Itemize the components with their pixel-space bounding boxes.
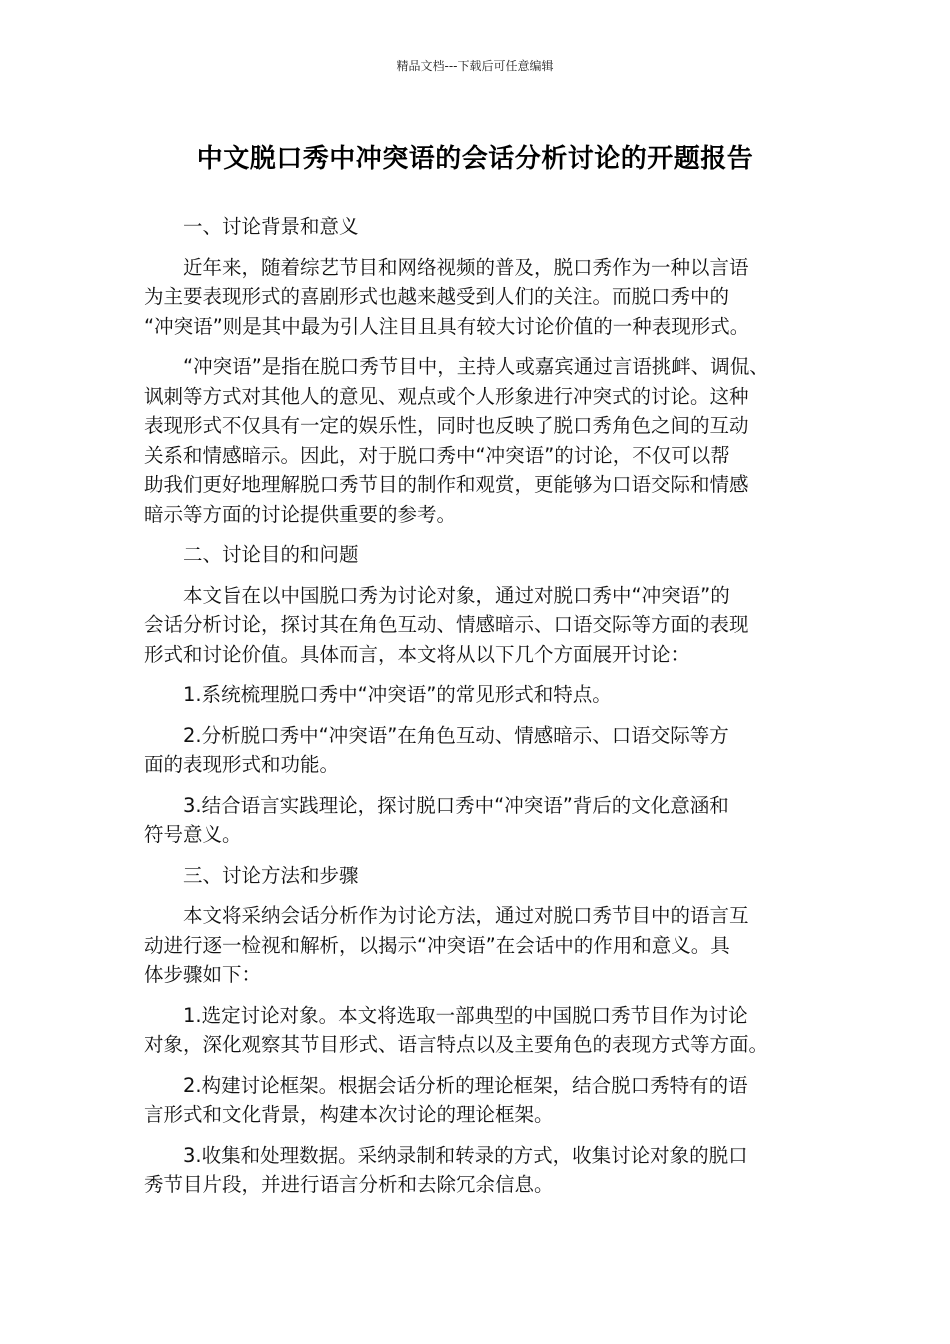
- text-line: 秀节目片段，并进行语言分析和去除冗余信息。: [144, 1173, 554, 1196]
- text-line: 符号意义。: [144, 823, 242, 846]
- text-line: 3.收集和处理数据。采纳录制和转录的方式，收集讨论对象的脱口: [183, 1143, 748, 1167]
- text-line: 体步骤如下：: [144, 963, 262, 986]
- text-line: 暗示等方面的讨论提供重要的参考。: [144, 502, 457, 526]
- text-line: 三、讨论方法和步骤: [183, 863, 359, 887]
- text-line: 关系和情感暗示。因此，对于脱口秀中“冲突语”的讨论，不仅可以帮: [144, 443, 730, 467]
- document-body: [144, 212, 812, 1211]
- paragraph: [144, 581, 812, 670]
- text-line: 对象，深化观察其节目形式、语言特点以及主要角色的表现方式等方面。: [144, 1033, 769, 1056]
- text-line: 2.分析脱口秀中“冲突语”在角色互动、情感暗示、口语交际等方: [183, 723, 729, 747]
- paragraph: [144, 861, 812, 891]
- text-line: 1.选定讨论对象。本文将选取一部典型的中国脱口秀节目作为讨论: [183, 1003, 748, 1027]
- text-line: 二、讨论目的和问题: [183, 543, 359, 566]
- paragraph: [144, 721, 812, 780]
- paragraph: [144, 540, 812, 570]
- text-line: “冲突语”是指在脱口秀节目中，主持人或嘉宾通过言语挑衅、调侃、: [183, 355, 769, 378]
- text-line: 言形式和文化背景，构建本次讨论的理论框架。: [144, 1103, 554, 1126]
- text-line: 讽刺等方式对其他人的意见、观点或个人形象进行冲突式的讨论。这种: [144, 384, 749, 408]
- paragraph: [144, 680, 812, 710]
- text-line: 动进行逐一检视和解析，以揭示“冲突语”在会话中的作用和意义。具: [144, 933, 730, 957]
- paragraph: [144, 791, 812, 850]
- text-line: 面的表现形式和功能。: [144, 753, 340, 776]
- text-line: 3.结合语言实践理论，探讨脱口秀中“冲突语”背后的文化意涵和: [183, 793, 729, 817]
- text-line: 本文旨在以中国脱口秀为讨论对象，通过对脱口秀中“冲突语”的: [183, 583, 730, 607]
- text-line: 为主要表现形式的喜剧形式也越来越受到人们的关注。而脱口秀中的: [144, 285, 730, 308]
- text-line: “冲突语”则是其中最为引人注目且具有较大讨论价值的一种表现形式。: [144, 314, 750, 338]
- paragraph: [144, 1001, 812, 1060]
- paragraph: [144, 901, 812, 990]
- text-line: 2.构建讨论框架。根据会话分析的理论框架，结合脱口秀特有的语: [183, 1073, 748, 1097]
- text-line: 形式和讨论价值。具体而言，本文将从以下几个方面展开讨论：: [144, 642, 691, 666]
- paragraph: [144, 253, 812, 342]
- paragraph: [144, 212, 812, 242]
- page-header: 精品文档---下载后可任意编辑: [396, 59, 554, 73]
- paragraph: [144, 352, 812, 529]
- text-line: 会话分析讨论，探讨其在角色互动、情感暗示、口语交际等方面的表现: [144, 613, 749, 636]
- text-line: 助我们更好地理解脱口秀节目的制作和观赏，更能够为口语交际和情感: [144, 473, 749, 496]
- document-title: 中文脱口秀中冲突语的会话分析讨论的开题报告: [196, 144, 754, 174]
- paragraph: [144, 1071, 812, 1130]
- text-line: 本文将采纳会话分析作为讨论方法，通过对脱口秀节目中的语言互: [183, 904, 749, 927]
- text-line: 一、讨论背景和意义: [183, 215, 359, 238]
- text-line: 近年来，随着综艺节目和网络视频的普及，脱口秀作为一种以言语: [183, 255, 749, 279]
- paragraph: [144, 1141, 812, 1200]
- text-line: 表现形式不仅具有一定的娱乐性，同时也反映了脱口秀角色之间的互动: [144, 414, 749, 437]
- text-line: 1.系统梳理脱口秀中“冲突语”的常见形式和特点。: [183, 683, 612, 706]
